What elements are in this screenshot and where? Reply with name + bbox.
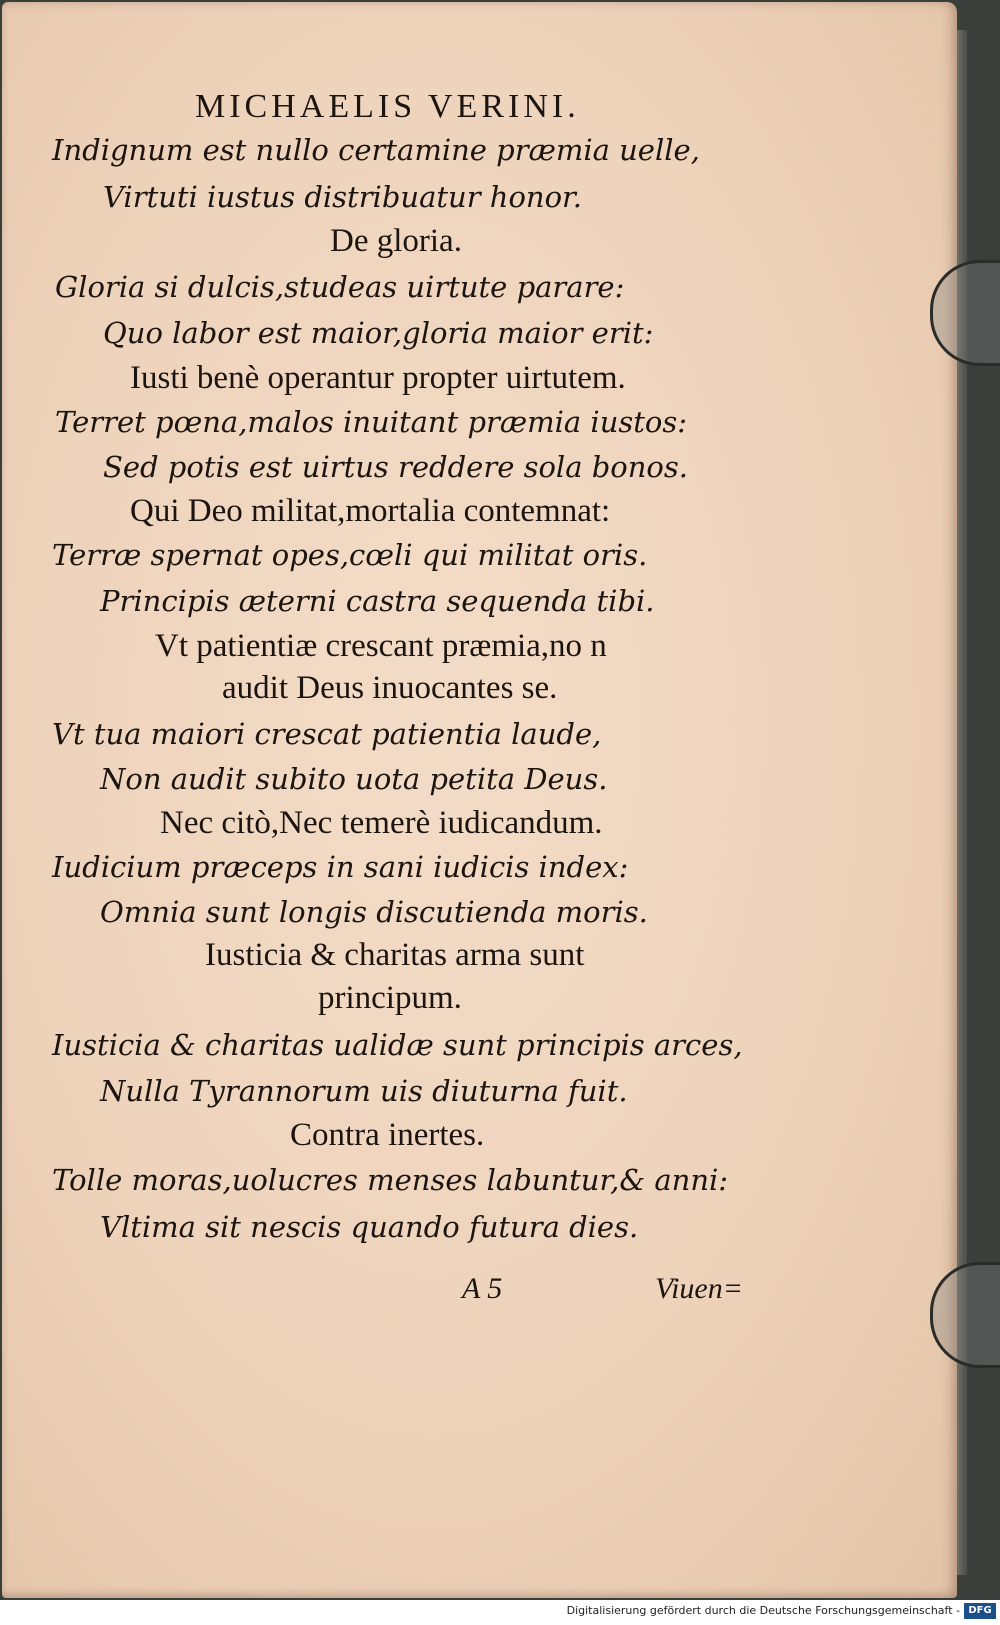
text-line: Indignum est nullo certamine præmia uelle,	[52, 133, 700, 167]
text-line: Iudicium præceps in sani iudicis index:	[52, 850, 629, 884]
section-heading: Qui Deo militat,mortalia contemnat:	[130, 493, 611, 529]
text-line: Iusticia & charitas ualidæ sunt principis arces,	[52, 1028, 743, 1062]
footer-bar	[0, 1600, 1000, 1625]
text-line: Terret pœna,malos inuitant præmia iustos:	[55, 405, 688, 439]
text-line: Tolle moras,uolucres menses labuntur,& anni:	[52, 1163, 729, 1197]
text-line: Nulla Tyrannorum uis diuturna fuit.	[100, 1074, 628, 1108]
text-line: Virtuti iustus distribuatur honor.	[103, 180, 582, 214]
text-line: Quo labor est maior,gloria maior erit:	[103, 316, 654, 350]
dfg-logo: DFG	[964, 1603, 996, 1619]
running-head: MICHAELIS VERINI.	[195, 88, 580, 125]
text-line: Non audit subito uota petita Deus.	[100, 762, 608, 796]
section-heading: audit Deus inuocantes se.	[222, 670, 558, 706]
section-heading: Iusti benè operantur propter uirtutem.	[130, 360, 626, 396]
signature-mark: A 5	[462, 1272, 503, 1305]
text-line: Principis æterni castra sequenda tibi.	[100, 584, 655, 618]
catchword: Viuen=	[655, 1272, 743, 1305]
section-heading: Iusticia & charitas arma sunt	[205, 937, 585, 973]
text-line: Terræ spernat opes,cœli qui militat oris.	[52, 538, 648, 572]
section-heading: Contra inertes.	[290, 1117, 485, 1153]
section-heading: De gloria.	[330, 223, 462, 259]
section-heading: principum.	[318, 980, 462, 1016]
section-heading: Nec citò,Nec temerè iudicandum.	[160, 805, 603, 841]
text-line: Gloria si dulcis,studeas uirtute parare:	[55, 270, 625, 304]
text-line: Omnia sunt longis discutienda moris.	[100, 895, 648, 929]
text-line: Vltima sit nescis quando futura dies.	[100, 1210, 639, 1244]
section-heading: Vt patientiæ crescant præmia,no n	[155, 628, 607, 664]
text-line: Sed potis est uirtus reddere sola bonos.	[103, 450, 688, 484]
footer-credit: Digitalisierung gefördert durch die Deutsche Forschungsgemeinschaft -	[566, 1604, 960, 1617]
text-line: Vt tua maiori crescat patientia laude,	[52, 717, 602, 751]
